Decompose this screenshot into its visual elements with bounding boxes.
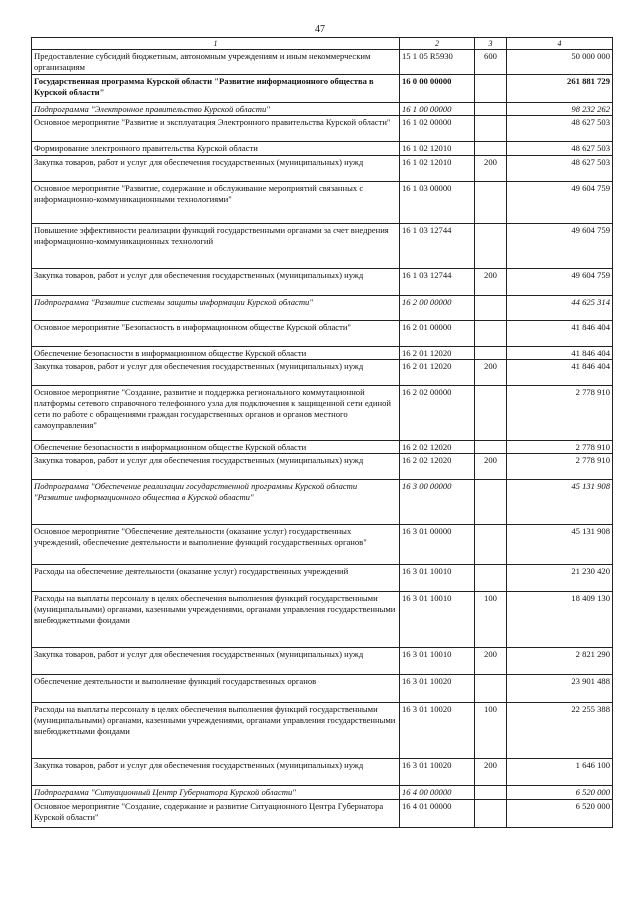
row-expense-type-cell xyxy=(475,75,507,103)
row-amount-cell: 22 255 388 xyxy=(507,703,613,759)
row-code-cell: 16 1 03 00000 xyxy=(400,182,475,224)
row-amount-cell: 49 604 759 xyxy=(507,182,613,224)
row-expense-type-cell xyxy=(475,480,507,525)
table-row xyxy=(32,565,613,592)
table-row xyxy=(32,321,613,347)
row-name-cell: Повышение эффективности реализации функций государственными органами за счет внедрения информационно-коммуникационных технологий xyxy=(32,224,400,269)
row-amount-cell: 45 131 908 xyxy=(507,525,613,565)
row-expense-type-cell: 200 xyxy=(475,360,507,386)
row-amount-cell: 48 627 503 xyxy=(507,142,613,156)
table-row xyxy=(32,142,613,156)
row-amount-cell: 2 821 290 xyxy=(507,648,613,675)
row-code-cell: 16 3 01 10010 xyxy=(400,565,475,592)
row-amount-cell: 261 881 729 xyxy=(507,75,613,103)
row-amount-cell: 49 604 759 xyxy=(507,224,613,269)
row-amount-cell: 6 520 000 xyxy=(507,800,613,828)
row-amount-cell: 18 409 130 xyxy=(507,592,613,648)
table-row xyxy=(32,480,613,525)
row-expense-type-cell: 600 xyxy=(475,50,507,75)
row-code-cell: 16 3 01 10020 xyxy=(400,759,475,786)
row-code-cell: 16 3 01 10010 xyxy=(400,592,475,648)
row-expense-type-cell: 200 xyxy=(475,454,507,480)
table-row xyxy=(32,269,613,296)
row-expense-type-cell xyxy=(475,224,507,269)
row-name-cell: Государственная программа Курской области "Развитие информационного общества в Курской области" xyxy=(32,75,400,103)
row-code-cell: 16 1 02 00000 xyxy=(400,116,475,142)
table-row xyxy=(32,800,613,828)
row-name-cell: Закупка товаров, работ и услуг для обеспечения государственных (муниципальных) нужд xyxy=(32,156,400,182)
row-code-cell: 16 2 02 12020 xyxy=(400,454,475,480)
row-expense-type-cell xyxy=(475,182,507,224)
row-expense-type-cell xyxy=(475,116,507,142)
table-row xyxy=(32,525,613,565)
table-row xyxy=(32,182,613,224)
table-row xyxy=(32,75,613,103)
row-expense-type-cell: 200 xyxy=(475,156,507,182)
row-code-cell: 16 1 03 12744 xyxy=(400,224,475,269)
row-code-cell: 16 2 01 12020 xyxy=(400,360,475,386)
row-code-cell: 16 4 01 00000 xyxy=(400,800,475,828)
row-code-cell: 16 3 01 00000 xyxy=(400,525,475,565)
row-amount-cell: 48 627 503 xyxy=(507,156,613,182)
row-code-cell: 16 3 01 10010 xyxy=(400,648,475,675)
row-expense-type-cell: 100 xyxy=(475,703,507,759)
row-expense-type-cell xyxy=(475,321,507,347)
row-code-cell: 15 1 05 R5930 xyxy=(400,50,475,75)
budget-table-body xyxy=(32,38,613,828)
row-amount-cell: 2 778 910 xyxy=(507,386,613,441)
row-expense-type-cell: 200 xyxy=(475,648,507,675)
table-row xyxy=(32,296,613,321)
table-row xyxy=(32,675,613,703)
row-name-cell: Закупка товаров, работ и услуг для обеспечения государственных (муниципальных) нужд xyxy=(32,454,400,480)
row-expense-type-cell xyxy=(475,296,507,321)
table-row xyxy=(32,156,613,182)
row-name-cell: Основное мероприятие "Развитие и эксплуатация Электронного правительства Курской области" xyxy=(32,116,400,142)
row-expense-type-cell xyxy=(475,142,507,156)
table-row xyxy=(32,224,613,269)
row-code-cell: 16 3 00 00000 xyxy=(400,480,475,525)
table-row xyxy=(32,703,613,759)
row-expense-type-cell xyxy=(475,525,507,565)
row-name-cell: Формирование электронного правительства Курской области xyxy=(32,142,400,156)
table-row xyxy=(32,648,613,675)
row-code-cell: 16 0 00 00000 xyxy=(400,75,475,103)
table-row xyxy=(32,454,613,480)
row-expense-type-cell xyxy=(475,800,507,828)
row-name-cell: Подпрограмма "Ситуационный Центр Губернатора Курской области" xyxy=(32,786,400,800)
row-amount-cell: 21 230 420 xyxy=(507,565,613,592)
table-row xyxy=(32,347,613,360)
row-name-cell: Подпрограмма "Развитие системы защиты информации Курской области" xyxy=(32,296,400,321)
row-name-cell: Расходы на выплаты персоналу в целях обеспечения выполнения функций государственными (муниципальными) органами, казенными учреждениями, органами управления государственными внебюджетными фондами xyxy=(32,592,400,648)
row-expense-type-cell: 200 xyxy=(475,269,507,296)
row-name-cell: Основное мероприятие "Обеспечение деятельности (оказание услуг) государственных учреждений, обеспечение деятельности и выполнение функций государственных органов" xyxy=(32,525,400,565)
row-code-cell: 16 2 02 00000 xyxy=(400,386,475,441)
row-amount-cell: 6 520 000 xyxy=(507,786,613,800)
table-row xyxy=(32,786,613,800)
table-row xyxy=(32,360,613,386)
row-expense-type-cell: 200 xyxy=(475,759,507,786)
column-number-header xyxy=(32,38,613,50)
table-row xyxy=(32,50,613,75)
table-row xyxy=(32,441,613,454)
header-col-2: 2 xyxy=(400,38,475,50)
row-code-cell: 16 1 00 00000 xyxy=(400,103,475,116)
row-name-cell: Предоставление субсидий бюджетным, автономным учреждениям и иным некоммерческим организациям xyxy=(32,50,400,75)
row-expense-type-cell xyxy=(475,786,507,800)
row-code-cell: 16 2 01 00000 xyxy=(400,321,475,347)
row-amount-cell: 2 778 910 xyxy=(507,441,613,454)
row-code-cell: 16 1 02 12010 xyxy=(400,156,475,182)
header-col-4: 4 xyxy=(507,38,613,50)
row-amount-cell: 2 778 910 xyxy=(507,454,613,480)
row-expense-type-cell xyxy=(475,103,507,116)
row-amount-cell: 23 901 488 xyxy=(507,675,613,703)
row-amount-cell: 41 846 404 xyxy=(507,360,613,386)
row-amount-cell: 48 627 503 xyxy=(507,116,613,142)
row-amount-cell: 45 131 908 xyxy=(507,480,613,525)
table-row xyxy=(32,103,613,116)
table-row xyxy=(32,592,613,648)
row-expense-type-cell xyxy=(475,386,507,441)
row-amount-cell: 49 604 759 xyxy=(507,269,613,296)
row-name-cell: Основное мероприятие "Создание, содержание и развитие Ситуационного Центра Губернатора Курской области" xyxy=(32,800,400,828)
row-amount-cell: 41 846 404 xyxy=(507,321,613,347)
row-code-cell: 16 1 02 12010 xyxy=(400,142,475,156)
row-amount-cell: 44 625 314 xyxy=(507,296,613,321)
row-code-cell: 16 1 03 12744 xyxy=(400,269,475,296)
table-row xyxy=(32,759,613,786)
row-code-cell: 16 2 01 12020 xyxy=(400,347,475,360)
row-name-cell: Подпрограмма "Обеспечение реализации государственной программы Курской области "Развитие информационного общества в Курской области" xyxy=(32,480,400,525)
row-name-cell: Основное мероприятие "Безопасность в информационном обществе Курской области" xyxy=(32,321,400,347)
row-amount-cell: 50 000 000 xyxy=(507,50,613,75)
table-row xyxy=(32,116,613,142)
row-name-cell: Расходы на обеспечение деятельности (оказание услуг) государственных учреждений xyxy=(32,565,400,592)
row-expense-type-cell xyxy=(475,675,507,703)
row-amount-cell: 41 846 404 xyxy=(507,347,613,360)
header-col-3: 3 xyxy=(475,38,507,50)
header-col-1: 1 xyxy=(32,38,400,50)
row-expense-type-cell xyxy=(475,347,507,360)
row-name-cell: Основное мероприятие "Развитие, содержание и обслуживание мероприятий связанных с информационно-коммуникационными технологиями" xyxy=(32,182,400,224)
row-code-cell: 16 2 02 12020 xyxy=(400,441,475,454)
budget-table xyxy=(31,37,613,828)
row-amount-cell: 1 646 100 xyxy=(507,759,613,786)
row-name-cell: Обеспечение безопасности в информационном обществе Курской области xyxy=(32,347,400,360)
row-name-cell: Обеспечение деятельности и выполнение функций государственных органов xyxy=(32,675,400,703)
row-name-cell: Подпрограмма "Электронное правительство Курской области" xyxy=(32,103,400,116)
row-name-cell: Основное мероприятие "Создание, развитие и поддержка регионального коммутационной платформы сетевого справочного телефонного узла для подключения к защищенной сети единой сети по работе с обращениями граждан государственных органов и органов местного самоуправления" xyxy=(32,386,400,441)
row-name-cell: Расходы на выплаты персоналу в целях обеспечения выполнения функций государственными (муниципальными) органами, казенными учреждениями, органами управления государственными внебюджетными фондами xyxy=(32,703,400,759)
page-number: 47 xyxy=(315,24,325,35)
row-code-cell: 16 3 01 10020 xyxy=(400,675,475,703)
row-expense-type-cell: 100 xyxy=(475,592,507,648)
row-code-cell: 16 2 00 00000 xyxy=(400,296,475,321)
row-code-cell: 16 4 00 00000 xyxy=(400,786,475,800)
row-code-cell: 16 3 01 10020 xyxy=(400,703,475,759)
row-name-cell: Закупка товаров, работ и услуг для обеспечения государственных (муниципальных) нужд xyxy=(32,269,400,296)
row-amount-cell: 98 232 262 xyxy=(507,103,613,116)
table-row xyxy=(32,386,613,441)
row-expense-type-cell xyxy=(475,441,507,454)
row-name-cell: Закупка товаров, работ и услуг для обеспечения государственных (муниципальных) нужд xyxy=(32,759,400,786)
row-name-cell: Закупка товаров, работ и услуг для обеспечения государственных (муниципальных) нужд xyxy=(32,648,400,675)
row-name-cell: Обеспечение безопасности в информационном обществе Курской области xyxy=(32,441,400,454)
row-name-cell: Закупка товаров, работ и услуг для обеспечения государственных (муниципальных) нужд xyxy=(32,360,400,386)
row-expense-type-cell xyxy=(475,565,507,592)
